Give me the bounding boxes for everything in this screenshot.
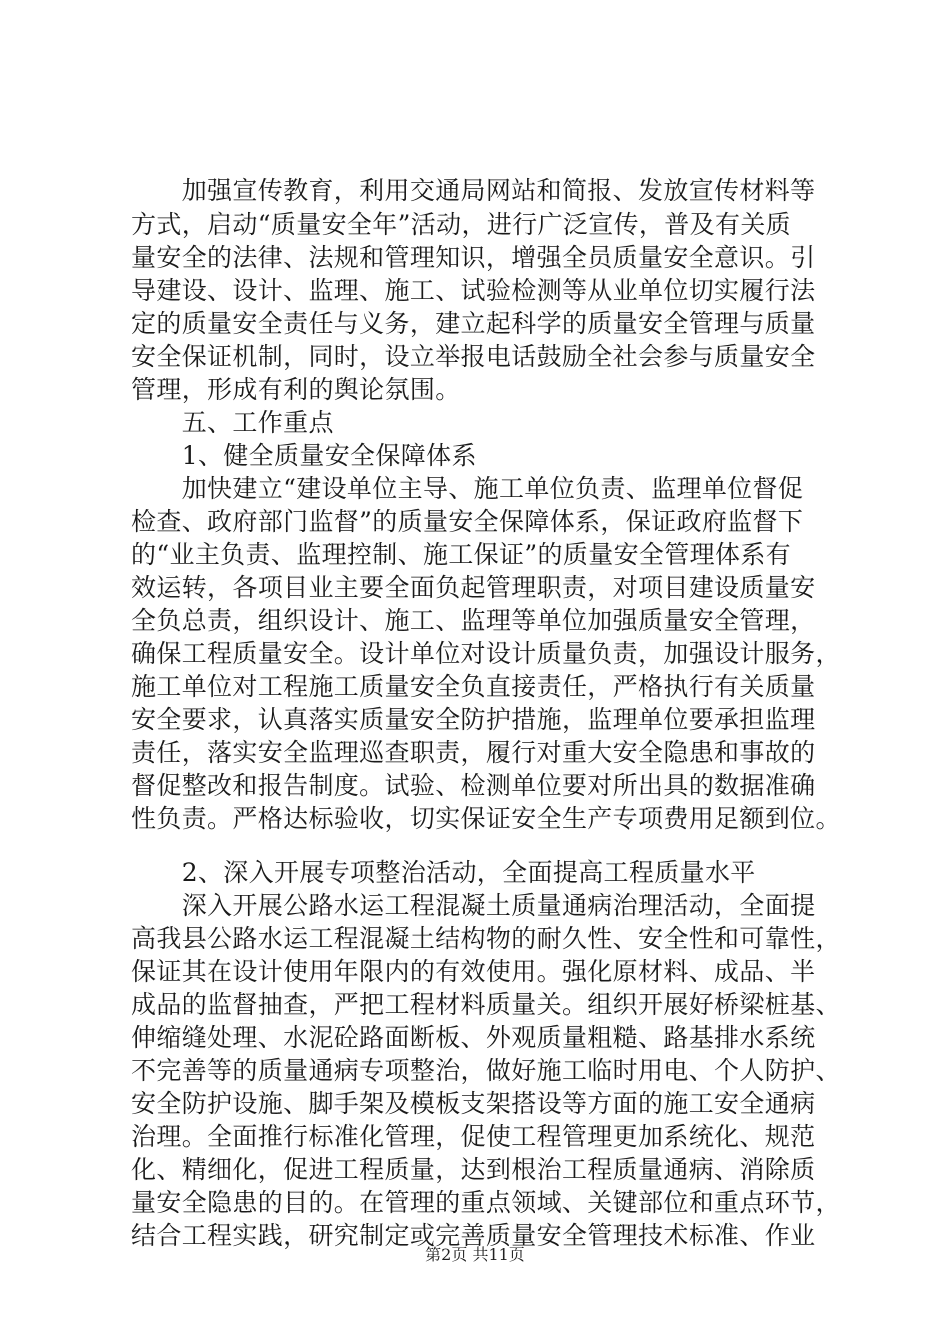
text-line: 定的质量安全责任与义务，建立起科学的质量安全管理与质量 (131, 309, 816, 338)
text-line: 量安全的法律、法规和管理知识，增强全员质量安全意识。引 (131, 243, 816, 272)
text-line: 检查、政府部门监督”的质量安全保障体系，保证政府监督下 (131, 507, 804, 536)
text-line: 治理。全面推行标准化管理，促使工程管理更加系统化、规范 (131, 1122, 816, 1151)
text-line: 五、工作重点 (131, 408, 334, 437)
text-line: 管理，形成有利的舆论氛围。 (131, 375, 461, 404)
text-line: 方式，启动“质量安全年”活动，进行广泛宣传，普及有关质 (131, 210, 792, 239)
text-line: 责任，落实安全监理巡查职责，履行对重大安全隐患和事故的 (131, 738, 816, 767)
text-line: 保证其在设计使用年限内的有效使用。强化原材料、成品、半 (131, 957, 816, 986)
text-line: 全负总责，组织设计、施工、监理等单位加强质量安全管理， (131, 606, 816, 635)
text-line: 高我县公路水运工程混凝土结构物的耐久性、安全性和可靠性， (131, 924, 841, 953)
text-line: 加强宣传教育，利用交通局网站和简报、发放宣传材料等 (131, 176, 816, 205)
text-line: 安全保证机制，同时，设立举报电话鼓励全社会参与质量安全 (131, 342, 816, 371)
text-line: 成品的监督抽查，严把工程材料质量关。组织开展好桥梁桩基、 (131, 990, 841, 1019)
text-line: 量安全隐患的目的。在管理的重点领域、关键部位和重点环节， (131, 1188, 841, 1217)
text-line: 伸缩缝处理、水泥砼路面断板、外观质量粗糙、路基排水系统 (131, 1023, 816, 1052)
text-line: 导建设、设计、监理、施工、试验检测等从业单位切实履行法 (131, 276, 816, 305)
page-footer: 第2页 共11页 (425, 1245, 525, 1264)
text-line: 效运转，各项目业主要全面负起管理职责，对项目建设质量安 (131, 573, 816, 602)
text-line: 督促整改和报告制度。试验、检测单位要对所出具的数据准确 (131, 771, 816, 800)
text-line: 1、健全质量安全保障体系 (131, 441, 477, 470)
text-line: 安全防护设施、脚手架及模板支架搭设等方面的施工安全通病 (131, 1089, 816, 1118)
text-line: 确保工程质量安全。设计单位对设计质量负责，加强设计服务， (131, 639, 841, 668)
text-line: 化、精细化，促进工程质量，达到根治工程质量通病、消除质 (131, 1155, 816, 1184)
text-line: 施工单位对工程施工质量安全负直接责任，严格执行有关质量 (131, 672, 816, 701)
text-line: 不完善等的质量通病专项整治，做好施工临时用电、个人防护、 (131, 1056, 841, 1085)
text-line: 深入开展公路水运工程混凝土质量通病治理活动，全面提 (131, 891, 816, 920)
text-line: 性负责。严格达标验收，切实保证安全生产专项费用足额到位。 (131, 804, 841, 833)
text-line: 结合工程实践，研究制定或完善质量安全管理技术标准、作业 (131, 1221, 816, 1250)
text-line: 安全要求，认真落实质量安全防护措施，监理单位要承担监理 (131, 705, 816, 734)
text-line: 加快建立“建设单位主导、施工单位负责、监理单位督促 (131, 474, 804, 503)
text-line: 2、深入开展专项整治活动，全面提高工程质量水平 (131, 858, 756, 887)
text-line: 的“业主负责、监理控制、施工保证”的质量安全管理体系有 (131, 540, 792, 569)
